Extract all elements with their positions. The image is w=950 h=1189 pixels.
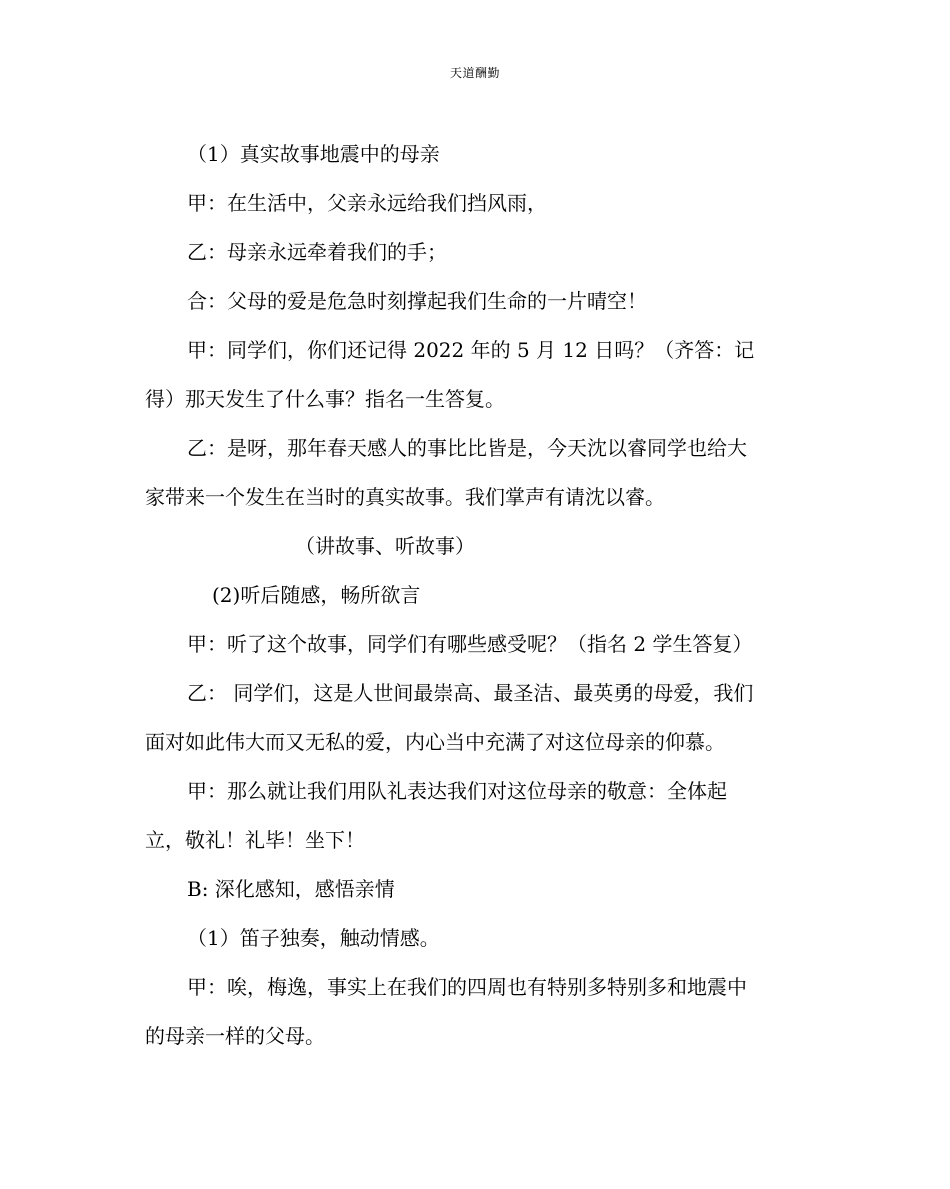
section-heading-flute: （1）笛子独奏，触动情感。	[187, 926, 440, 950]
section-heading-true-story: （1）真实故事地震中的母亲	[187, 142, 440, 166]
paragraph-line: 乙：母亲永远牵着我们的手；	[187, 240, 447, 264]
section-heading-b: B: 深化感知，感悟亲情	[187, 877, 395, 901]
paragraph-line: 乙：是呀，那年春天感人的事比比皆是，今天沈以睿同学也给大	[187, 436, 747, 460]
paragraph-line-continuation: 立，敬礼！礼毕！坐下！	[145, 828, 365, 852]
section-heading-reflection: (2)听后随感，畅所欲言	[212, 583, 421, 607]
paragraph-line-continuation: 的母亲一样的父母。	[145, 1024, 325, 1048]
paragraph-line: 甲：在生活中，父亲永远给我们挡风雨，	[187, 191, 547, 215]
paragraph-line: 甲：那么就让我们用队礼表达我们对这位母亲的敬意：全体起	[187, 779, 727, 803]
paragraph-line: 合：父母的爱是危急时刻撑起我们生命的一片晴空！	[187, 289, 647, 313]
paragraph-line: 甲：听了这个故事，同学们有哪些感受呢？（指名 2 学生答复）	[187, 632, 753, 656]
paragraph-line: 甲：唉，梅逸，事实上在我们的四周也有特别多特别多和地震中	[187, 975, 747, 999]
paragraph-line: 乙： 同学们，这是人世间最崇高、最圣洁、最英勇的母爱，我们	[187, 681, 754, 705]
stage-direction: （讲故事、听故事）	[295, 534, 475, 558]
page-header: 天道酬勤	[449, 66, 500, 80]
paragraph-line-continuation: 得）那天发生了什么事？指名一生答复。	[145, 387, 505, 411]
paragraph-line-continuation: 家带来一个发生在当时的真实故事。我们掌声有请沈以睿。	[145, 485, 665, 509]
paragraph-line: 甲：同学们，你们还记得 2022 年的 5 月 12 日吗？（齐答：记	[187, 338, 755, 362]
document-body	[145, 130, 810, 1061]
paragraph-line-continuation: 面对如此伟大而又无私的爱，内心当中充满了对这位母亲的仰慕。	[145, 730, 725, 754]
